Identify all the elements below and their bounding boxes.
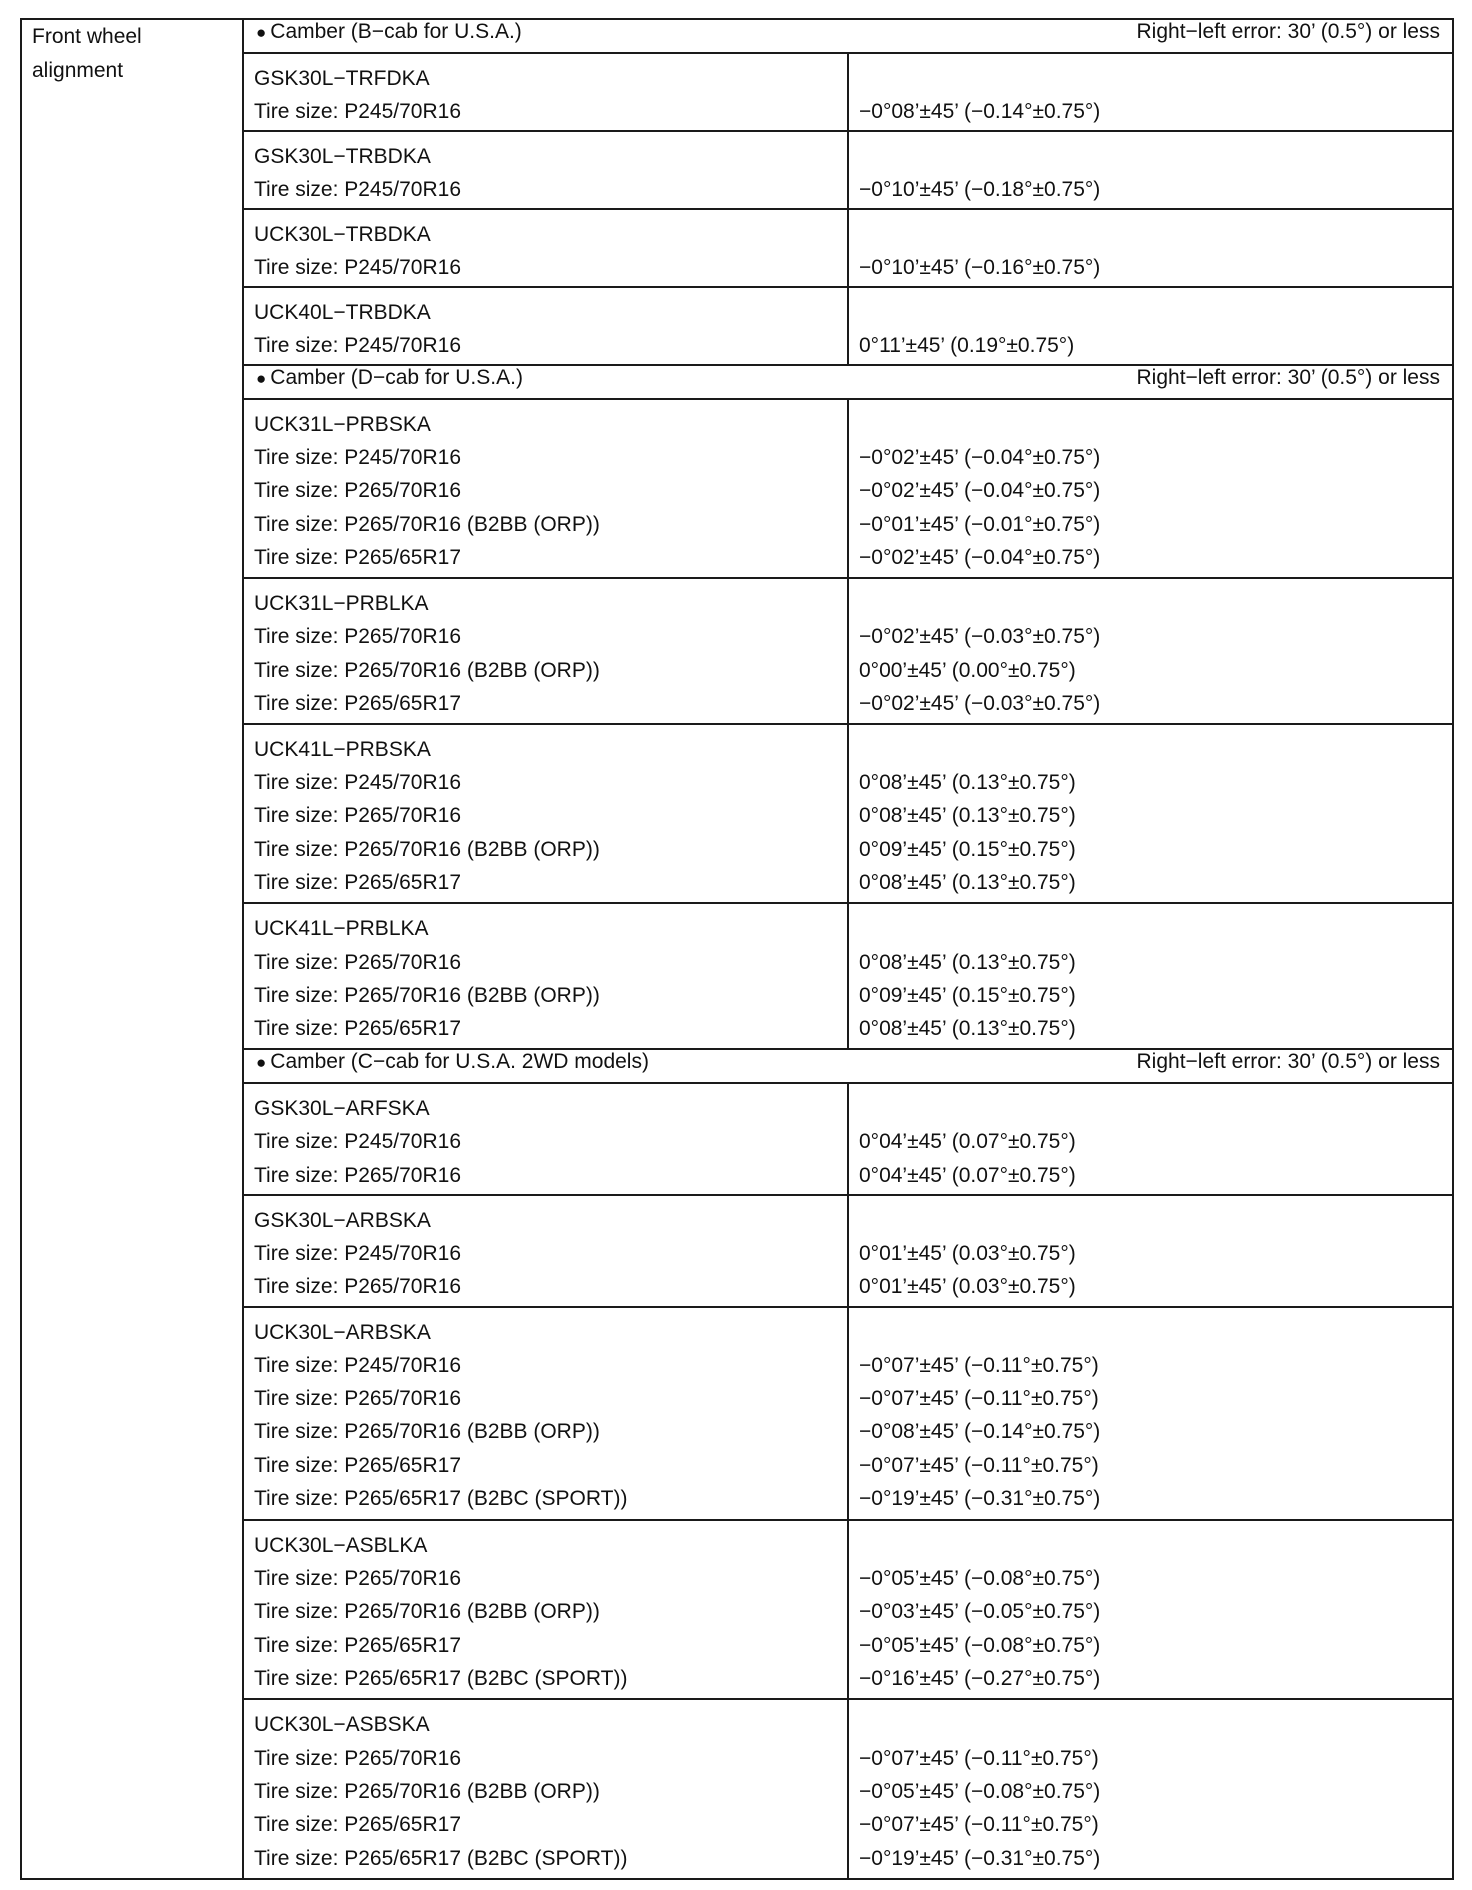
model-code: GSK30L−ARFSKA bbox=[254, 1096, 430, 1120]
camber-value: 0°09’±45’ (0.15°±0.75°) bbox=[859, 983, 1076, 1007]
tire-size: Tire size: P245/70R16 bbox=[254, 1353, 461, 1377]
camber-value-cell bbox=[848, 1699, 1453, 1879]
camber-value-cell bbox=[848, 1307, 1453, 1520]
bullet-icon: ● bbox=[256, 368, 267, 388]
model-cell bbox=[243, 287, 848, 365]
camber-value: −0°02’±45’ (−0.03°±0.75°) bbox=[859, 625, 1101, 649]
tire-size: Tire size: P245/70R16 bbox=[254, 1242, 461, 1266]
camber-value-cell bbox=[848, 131, 1453, 209]
tire-size: Tire size: P265/70R16 bbox=[254, 1567, 461, 1591]
tire-size: Tire size: P245/70R16 bbox=[254, 1130, 461, 1154]
model-code: GSK30L−ARBSKA bbox=[254, 1208, 431, 1232]
tire-size: Tire size: P265/65R17 (B2BC (SPORT)) bbox=[254, 1667, 628, 1691]
camber-value: 0°08’±45’ (0.13°±0.75°) bbox=[859, 1017, 1076, 1041]
tire-size: Tire size: P265/65R17 bbox=[254, 692, 461, 716]
tire-size: Tire size: P265/70R16 bbox=[254, 1746, 461, 1770]
camber-value: 0°01’±45’ (0.03°±0.75°) bbox=[859, 1275, 1076, 1299]
value-spacer bbox=[859, 1316, 1442, 1349]
camber-value: −0°02’±45’ (−0.04°±0.75°) bbox=[859, 445, 1101, 469]
model-cell bbox=[243, 1195, 848, 1307]
camber-value: 0°00’±45’ (0.00°±0.75°) bbox=[859, 658, 1076, 682]
camber-value-cell bbox=[848, 903, 1453, 1049]
camber-value-cell bbox=[848, 1195, 1453, 1307]
model-code: GSK30L−TRBDKA bbox=[254, 144, 431, 168]
group-title: Camber (D−cab for U.S.A.) bbox=[270, 365, 523, 389]
value-spacer bbox=[859, 912, 1442, 945]
tire-size: Tire size: P245/70R16 bbox=[254, 771, 461, 795]
model-cell bbox=[243, 903, 848, 1049]
model-cell bbox=[243, 53, 848, 131]
group-title: Camber (B−cab for U.S.A.) bbox=[270, 20, 522, 43]
camber-value: 0°11’±45’ (0.19°±0.75°) bbox=[859, 334, 1075, 358]
camber-value: 0°08’±45’ (0.13°±0.75°) bbox=[859, 870, 1076, 894]
spec-table bbox=[20, 18, 1454, 1880]
tire-size: Tire size: P265/70R16 bbox=[254, 950, 461, 974]
value-spacer bbox=[859, 1708, 1442, 1741]
tire-size: Tire size: P265/70R16 (B2BB (ORP)) bbox=[254, 1420, 600, 1444]
tire-size: Tire size: P265/65R17 bbox=[254, 1017, 461, 1041]
front-wheel-alignment-table bbox=[20, 18, 1454, 1880]
camber-value: −0°19’±45’ (−0.31°±0.75°) bbox=[859, 1846, 1101, 1870]
section-label-line1: Front wheel bbox=[32, 25, 142, 48]
camber-value: −0°10’±45’ (−0.18°±0.75°) bbox=[859, 178, 1101, 202]
right-left-error: Right−left error: 30’ (0.5°) or less bbox=[1136, 20, 1440, 43]
tire-size: Tire size: P245/70R16 bbox=[254, 100, 461, 124]
model-code: UCK31L−PRBLKA bbox=[254, 592, 429, 616]
camber-value: −0°16’±45’ (−0.27°±0.75°) bbox=[859, 1667, 1101, 1691]
camber-value-cell bbox=[848, 209, 1453, 287]
bullet-icon: ● bbox=[256, 1052, 267, 1072]
tire-size: Tire size: P245/70R16 bbox=[254, 334, 461, 358]
model-cell bbox=[243, 578, 848, 724]
value-spacer bbox=[859, 1529, 1442, 1562]
camber-value: −0°02’±45’ (−0.04°±0.75°) bbox=[859, 479, 1101, 503]
camber-value-cell bbox=[848, 578, 1453, 724]
model-cell bbox=[243, 724, 848, 904]
model-code: UCK40L−TRBDKA bbox=[254, 300, 431, 324]
camber-value: 0°04’±45’ (0.07°±0.75°) bbox=[859, 1130, 1076, 1154]
tire-size: Tire size: P265/65R17 bbox=[254, 545, 461, 569]
camber-value: −0°19’±45’ (−0.31°±0.75°) bbox=[859, 1486, 1101, 1510]
tire-size: Tire size: P265/70R16 bbox=[254, 625, 461, 649]
camber-value: −0°05’±45’ (−0.08°±0.75°) bbox=[859, 1780, 1101, 1803]
camber-value: −0°01’±45’ (−0.01°±0.75°) bbox=[859, 512, 1101, 536]
model-cell bbox=[243, 209, 848, 287]
tire-size: Tire size: P265/70R16 bbox=[254, 1387, 461, 1411]
value-spacer bbox=[859, 587, 1442, 620]
camber-value-cell bbox=[848, 287, 1453, 365]
tire-size: Tire size: P265/65R17 (B2BC (SPORT)) bbox=[254, 1486, 628, 1510]
tire-size: Tire size: P245/70R16 bbox=[254, 445, 461, 469]
camber-value: 0°01’±45’ (0.03°±0.75°) bbox=[859, 1242, 1076, 1266]
camber-value: −0°07’±45’ (−0.11°±0.75°) bbox=[859, 1353, 1099, 1377]
tire-size: Tire size: P265/70R16 (B2BB (ORP)) bbox=[254, 1780, 600, 1803]
value-spacer bbox=[859, 408, 1442, 441]
model-code: UCK30L−ASBLKA bbox=[254, 1533, 428, 1557]
camber-value: −0°08’±45’ (−0.14°±0.75°) bbox=[859, 100, 1101, 124]
tire-size: Tire size: P265/65R17 bbox=[254, 1633, 461, 1657]
tire-size: Tire size: P265/70R16 (B2BB (ORP)) bbox=[254, 837, 600, 861]
tire-size: Tire size: P245/70R16 bbox=[254, 256, 461, 280]
tire-size: Tire size: P265/65R17 bbox=[254, 1813, 461, 1837]
camber-value-cell bbox=[848, 399, 1453, 579]
model-cell bbox=[243, 1520, 848, 1700]
tire-size: Tire size: P245/70R16 bbox=[254, 178, 461, 202]
camber-value-cell bbox=[848, 1520, 1453, 1700]
right-left-error: Right−left error: 30’ (0.5°) or less bbox=[1136, 365, 1440, 389]
camber-value: −0°08’±45’ (−0.14°±0.75°) bbox=[859, 1420, 1101, 1444]
tire-size: Tire size: P265/65R17 bbox=[254, 1453, 461, 1477]
camber-value: −0°10’±45’ (−0.16°±0.75°) bbox=[859, 256, 1101, 280]
tire-size: Tire size: P265/70R16 bbox=[254, 1163, 461, 1187]
camber-value: 0°09’±45’ (0.15°±0.75°) bbox=[859, 837, 1076, 861]
tire-size: Tire size: P265/70R16 (B2BB (ORP)) bbox=[254, 512, 600, 536]
tire-size: Tire size: P265/65R17 (B2BC (SPORT)) bbox=[254, 1846, 628, 1870]
tire-size: Tire size: P265/70R16 (B2BB (ORP)) bbox=[254, 1600, 600, 1624]
section-label-cell bbox=[21, 19, 243, 1879]
right-left-error: Right−left error: 30’ (0.5°) or less bbox=[1136, 1049, 1440, 1073]
value-spacer bbox=[859, 62, 1442, 95]
camber-value: 0°08’±45’ (0.13°±0.75°) bbox=[859, 950, 1076, 974]
camber-value: −0°05’±45’ (−0.08°±0.75°) bbox=[859, 1633, 1101, 1657]
camber-value: 0°08’±45’ (0.13°±0.75°) bbox=[859, 804, 1076, 828]
camber-value: 0°04’±45’ (0.07°±0.75°) bbox=[859, 1163, 1076, 1187]
group-title: Camber (C−cab for U.S.A. 2WD models) bbox=[270, 1049, 649, 1073]
model-code: UCK30L−ASBSKA bbox=[254, 1713, 430, 1737]
camber-value: −0°02’±45’ (−0.03°±0.75°) bbox=[859, 692, 1101, 716]
group-header-cell bbox=[243, 1049, 1453, 1083]
group-header-cell bbox=[243, 19, 1453, 53]
tire-size: Tire size: P265/70R16 bbox=[254, 1275, 461, 1299]
camber-value-cell bbox=[848, 53, 1453, 131]
camber-value: −0°07’±45’ (−0.11°±0.75°) bbox=[859, 1813, 1099, 1837]
camber-value-cell bbox=[848, 724, 1453, 904]
model-cell bbox=[243, 1699, 848, 1879]
bullet-icon: ● bbox=[256, 23, 267, 42]
camber-value: −0°07’±45’ (−0.11°±0.75°) bbox=[859, 1453, 1099, 1477]
camber-value: 0°08’±45’ (0.13°±0.75°) bbox=[859, 771, 1076, 795]
value-spacer bbox=[859, 140, 1442, 173]
model-code: UCK41L−PRBLKA bbox=[254, 917, 429, 941]
tire-size: Tire size: P265/70R16 (B2BB (ORP)) bbox=[254, 658, 600, 682]
camber-value: −0°07’±45’ (−0.11°±0.75°) bbox=[859, 1746, 1099, 1770]
model-code: UCK31L−PRBSKA bbox=[254, 412, 431, 436]
camber-value: −0°07’±45’ (−0.11°±0.75°) bbox=[859, 1387, 1099, 1411]
tire-size: Tire size: P265/70R16 bbox=[254, 804, 461, 828]
model-code: UCK30L−ARBSKA bbox=[254, 1320, 431, 1344]
group-header-row bbox=[21, 19, 1453, 53]
camber-value: −0°05’±45’ (−0.08°±0.75°) bbox=[859, 1567, 1101, 1591]
value-spacer bbox=[859, 1204, 1442, 1237]
model-code: UCK41L−PRBSKA bbox=[254, 737, 431, 761]
camber-value-cell bbox=[848, 1083, 1453, 1195]
value-spacer bbox=[859, 733, 1442, 766]
model-code: UCK30L−TRBDKA bbox=[254, 222, 431, 246]
model-cell bbox=[243, 399, 848, 579]
value-spacer bbox=[859, 296, 1442, 329]
tire-size: Tire size: P265/70R16 bbox=[254, 479, 461, 503]
model-code: GSK30L−TRFDKA bbox=[254, 67, 430, 90]
tire-size: Tire size: P265/65R17 bbox=[254, 870, 461, 894]
section-label-line2: alignment bbox=[32, 59, 124, 82]
value-spacer bbox=[859, 218, 1442, 251]
value-spacer bbox=[859, 1092, 1442, 1125]
model-cell bbox=[243, 1083, 848, 1195]
tire-size: Tire size: P265/70R16 (B2BB (ORP)) bbox=[254, 983, 600, 1007]
model-cell bbox=[243, 1307, 848, 1520]
camber-value: −0°02’±45’ (−0.04°±0.75°) bbox=[859, 545, 1101, 569]
camber-value: −0°03’±45’ (−0.05°±0.75°) bbox=[859, 1600, 1101, 1624]
model-cell bbox=[243, 131, 848, 209]
group-header-cell bbox=[243, 365, 1453, 399]
